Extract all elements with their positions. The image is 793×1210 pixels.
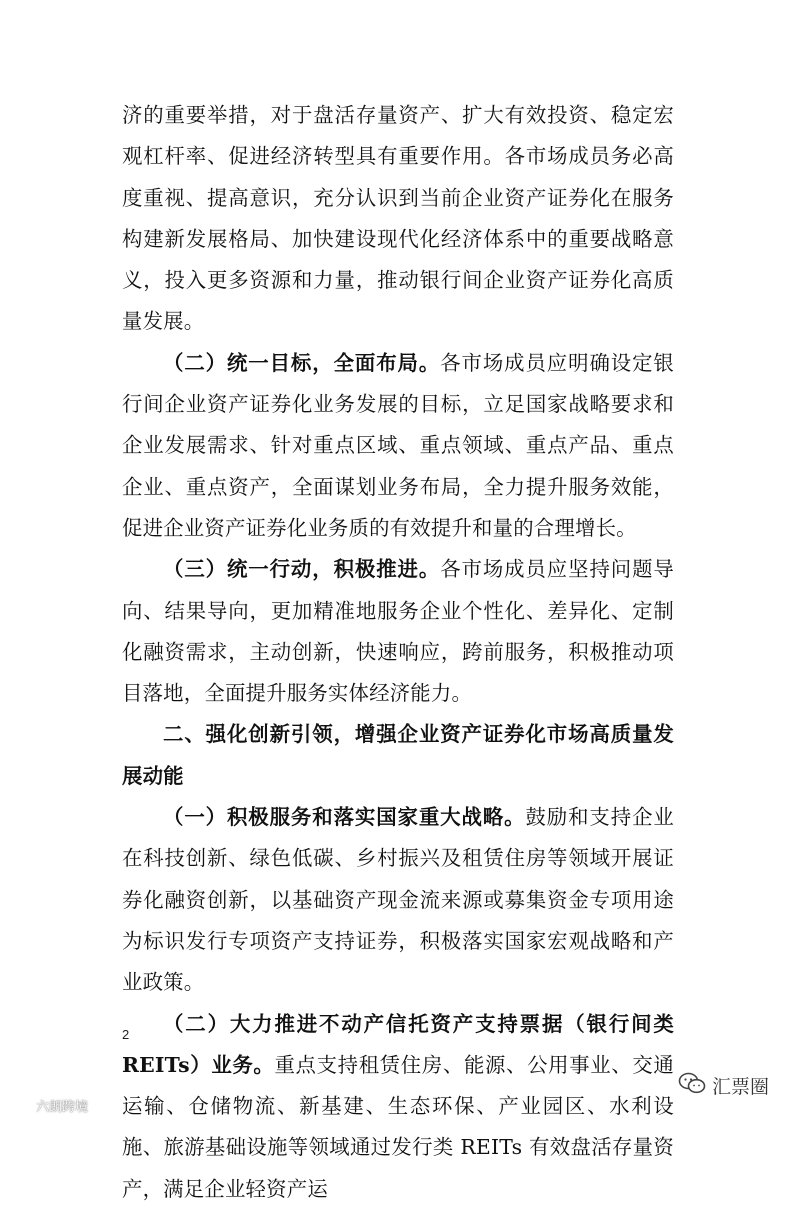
page-number: 2: [122, 1027, 130, 1042]
wechat-icon: [678, 1072, 706, 1099]
paragraph-lead: （二）大力推进不动产信托资产支持票据（银行间类 REITs）业务。: [122, 1011, 674, 1077]
paragraph-2: （二）统一目标，全面布局。各市场成员应明确设定银行间企业资产证券化业务发展的目标，立足国家战略要求和企业发展需求、针对重点区域、重点领域、重点产品、重点企业、重点资产，全面谋划业务布局，全力提升服务效能，促进企业资产证券化业务质的有效提升和量的合理增长。: [122, 350, 674, 540]
watermark-right: 汇票圈: [678, 1072, 769, 1099]
paragraph-lead: （三）统一行动，积极推进。: [163, 557, 441, 582]
body-text: [122, 95, 674, 1210]
paragraph-3: （三）统一行动，积极推进。各市场成员应坚持问题导向、结果导向，更加精准地服务企业个性化、差异化、定制化融资需求，主动创新，快速响应，跨前服务，积极推动项目落地，全面提升服务实体经济能力。: [122, 557, 674, 706]
paragraph-1: 济的重要举措，对于盘活存量资产、扩大有效投资、稳定宏观杠杆率、促进经济转型具有重要作用。各市场成员务必高度重视、提高意识，充分认识到当前企业资产证券化在服务构建新发展格局、加快建设现代化经济体系中的重要战略意义，投入更多资源和力量，推动银行间企业资产证券化高质量发展。: [122, 103, 674, 334]
paragraph-lead: （一）积极服务和落实国家重大战略。: [163, 805, 526, 830]
logo-icon: [6, 1097, 32, 1115]
watermark-left: 六朗跨境: [6, 1096, 88, 1115]
paragraph-lead: （二）统一目标，全面布局。: [163, 350, 441, 375]
paragraph-4: （一）积极服务和落实国家重大战略。鼓励和支持企业在科技创新、绿色低碳、乡村振兴及租赁住房等领域开展证券化融资创新，以基础资产现金流来源或募集资金专项用途为标识发行专项资产支持证券，积极落实国家宏观战略和产业政策。: [122, 805, 674, 995]
paragraph-5: （二）大力推进不动产信托资产支持票据（银行间类 REITs）业务。重点支持租赁住房、能源、公用事业、交通运输、仓储物流、新基建、生态环保、产业园区、水利设施、旅游基础设施等领域通过发行类 REITs 有效盘活存量资产，满足企业轻资产运: [122, 1011, 674, 1201]
section-heading: 二、强化创新引领，增强企业资产证券化市场高质量发展动能: [122, 722, 674, 788]
